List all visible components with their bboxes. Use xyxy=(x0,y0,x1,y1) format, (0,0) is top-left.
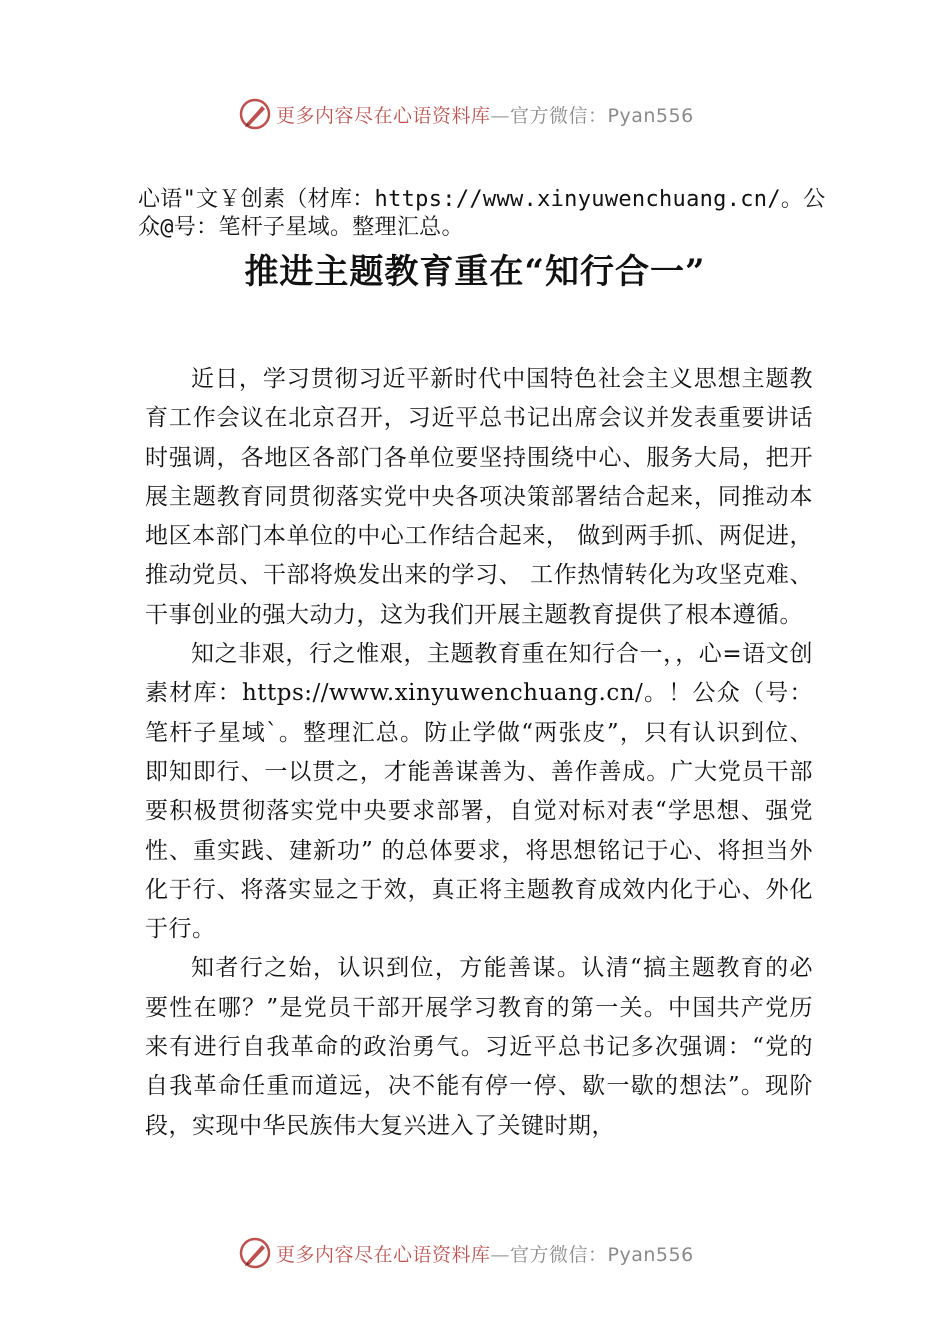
pen-logo-icon xyxy=(238,97,272,131)
header-banner xyxy=(0,95,950,135)
footer-banner xyxy=(0,1234,950,1274)
banner-text: 更多内容尽在心语资料库—官方微信：Pyan556 xyxy=(276,105,694,127)
pen-logo-icon xyxy=(238,1236,272,1270)
paragraph-1: 近日，学习贯彻习近平新时代中国特色社会主义思想主题教育工作会议在北京召开，习近平总书记出席会议并发表重要讲话时强调，各地区各部门各单位要坚持围绕中心、服务大局，把开展主题教育同贯彻落实党中央各项决策部署结合起来，同推动本地区本部门本单位的中心工作结合起来， 做到两手抓、两促进，推动党员、干部将焕发出来的学习、 工作热情转化为攻坚克难、干事创业的强大动力，这为我们开展主题教育提供了根本遵循。 xyxy=(145,366,813,628)
document-title: 推进主题教育重在“知行合一” xyxy=(244,252,706,292)
document-body xyxy=(145,360,813,1146)
paragraph-2: 知之非艰，行之惟艰，主题教育重在知行合一，，心=语文创素材库：https://www.xinyuwenchuang.cn/。！公众（号：笔杆子星域`。整理汇总。防止学做“两张皮”，只有认识到位、即知即行、一以贯之，才能善谋善为、善作善成。广大党员干部要积极贯彻落实党中央要求部署，自觉对标对表“学思想、强党性、重实践、建新功” 的总体要求，将思想铭记于心、将担当外化于行、将落实显之于效，真正将主题教育成效内化于心、外化于行。 xyxy=(145,641,813,943)
paragraph-3: 知者行之始，认识到位，方能善谋。认清“搞主题教育的必要性在哪？”是党员干部开展学习教育的第一关。中国共产党历来有进行自我革命的政治勇气。习近平总书记多次强调：“党的自我革命任重而道远，决不能有停一停、歇一歇的想法”。现阶段，实现中华民族伟大复兴进入了关键时期， xyxy=(145,955,813,1139)
source-line: 心语"文￥创素（材库：https://www.xinyuwenchuang.cn/。公众@号：笔杆子星域。整理汇总。 xyxy=(138,187,826,240)
banner-text: 更多内容尽在心语资料库—官方微信：Pyan556 xyxy=(276,1244,694,1266)
